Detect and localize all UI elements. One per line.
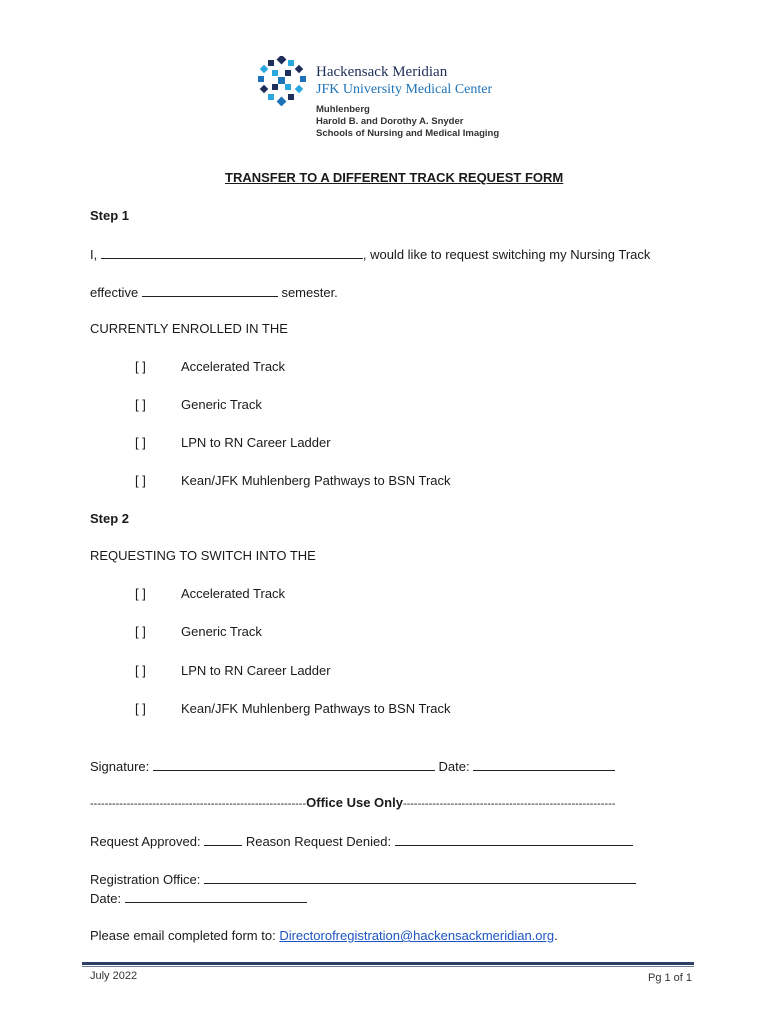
request-checkbox-2[interactable]: [ ]: [135, 624, 146, 639]
registration-label: Registration Office:: [90, 872, 201, 887]
email-instruction: [90, 928, 558, 943]
school-line2: Harold B. and Dorothy A. Snyder: [316, 116, 464, 127]
office-dashes-left: -----------------------------------------------------------: [90, 798, 307, 810]
approved-label: Request Approved:: [90, 834, 201, 849]
email-link[interactable]: Directorofregistration@hackensackmeridian.org: [279, 928, 555, 943]
name-field[interactable]: [101, 246, 363, 259]
name-suffix: , would like to request switching my Nursing Track: [362, 247, 651, 262]
logo-line2: JFK University Medical Center: [316, 82, 493, 97]
approval-line: [90, 833, 633, 849]
footer-date: July 2022: [90, 970, 138, 982]
office-use-label: Office Use Only: [306, 795, 403, 810]
semester-field[interactable]: [142, 284, 278, 297]
request-option-3: LPN to RN Career Ladder: [181, 663, 331, 678]
date-label: Date:: [438, 759, 470, 774]
date2-line: [90, 890, 307, 906]
current-option-4: Kean/JFK Muhlenberg Pathways to BSN Track: [181, 473, 451, 488]
name-line: [90, 246, 650, 262]
name-prefix: I,: [90, 247, 98, 262]
logo-line1: Hackensack Meridian: [316, 64, 448, 80]
step1-label: Step 1: [90, 208, 130, 223]
school-line1: Muhlenberg: [316, 104, 370, 115]
effective-suffix: semester.: [281, 285, 338, 300]
current-checkbox-2[interactable]: [ ]: [135, 397, 146, 412]
effective-prefix: effective: [90, 285, 139, 300]
footer-divider: [82, 962, 694, 965]
step2-label: Step 2: [90, 511, 130, 526]
request-option-4: Kean/JFK Muhlenberg Pathways to BSN Track: [181, 701, 451, 716]
request-option-2: Generic Track: [181, 624, 262, 639]
current-checkbox-4[interactable]: [ ]: [135, 473, 146, 488]
request-checkbox-1[interactable]: [ ]: [135, 586, 146, 601]
current-checkbox-3[interactable]: [ ]: [135, 435, 146, 450]
office-use-divider: [90, 795, 680, 810]
current-option-2: Generic Track: [181, 397, 262, 412]
office-dashes-right: ----------------------------------------------------------: [402, 798, 616, 810]
requesting-heading: REQUESTING TO SWITCH INTO THE: [90, 548, 316, 563]
current-checkbox-1[interactable]: [ ]: [135, 359, 146, 374]
approved-field[interactable]: [204, 833, 242, 846]
signature-field[interactable]: [153, 758, 435, 771]
denied-reason-field[interactable]: [395, 833, 633, 846]
email-prefix: Please email completed form to:: [90, 928, 276, 943]
denied-label: Reason Request Denied:: [245, 834, 392, 849]
date2-label: Date:: [90, 891, 122, 906]
school-line3: Schools of Nursing and Medical Imaging: [316, 128, 500, 139]
effective-line: [90, 284, 338, 300]
current-option-1: Accelerated Track: [181, 359, 286, 374]
registration-field[interactable]: [204, 871, 636, 884]
signature-label: Signature:: [90, 759, 150, 774]
registration-line: [90, 871, 636, 887]
date-field[interactable]: [473, 758, 615, 771]
form-title: TRANSFER TO A DIFFERENT TRACK REQUEST FORM: [225, 170, 564, 185]
email-suffix: .: [554, 928, 558, 943]
date2-field[interactable]: [125, 890, 307, 903]
current-heading: CURRENTLY ENROLLED IN THE: [90, 321, 288, 336]
request-checkbox-4[interactable]: [ ]: [135, 701, 146, 716]
request-option-1: Accelerated Track: [181, 586, 286, 601]
footer-divider-thin: [82, 966, 694, 967]
request-checkbox-3[interactable]: [ ]: [135, 663, 146, 678]
current-option-3: LPN to RN Career Ladder: [181, 435, 331, 450]
signature-line: [90, 758, 615, 774]
hackensack-meridian-logo-icon: [258, 56, 310, 106]
footer-page-number: Pg 1 of 1: [648, 972, 693, 984]
